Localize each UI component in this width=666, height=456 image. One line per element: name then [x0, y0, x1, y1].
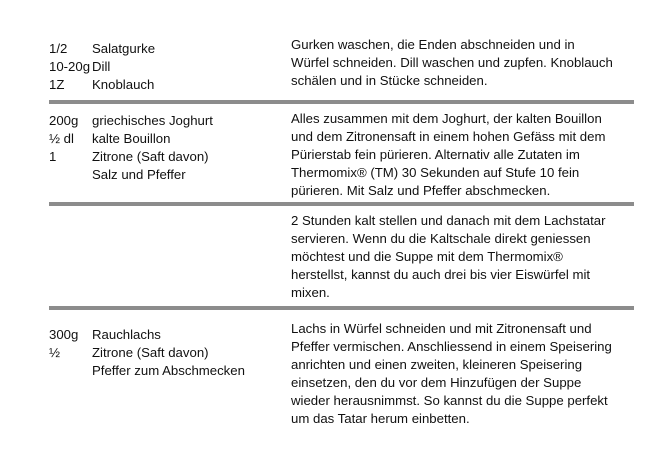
ingredient-name: Knoblauch [92, 77, 155, 92]
ingredient-quantity: 1 [49, 149, 57, 164]
ingredient-quantity: ½ dl [49, 131, 74, 146]
ingredient-row [49, 148, 213, 166]
ingredient-row [49, 344, 245, 362]
section-divider [49, 202, 634, 206]
ingredient-row [49, 362, 245, 380]
ingredient-row [49, 130, 213, 148]
instruction-line: um das Tatar herum einbetten. [291, 411, 470, 426]
instruction-text [291, 212, 631, 302]
instruction-line: Würfel schneiden. Dill waschen und zupfen. Knoblauch [291, 55, 613, 70]
instruction-line: Alles zusammen mit dem Joghurt, der kalten Bouillon [291, 111, 602, 126]
instruction-line: wieder herausnimmst. So kannst du die Suppe perfekt [291, 393, 608, 408]
ingredient-quantity: 1/2 [49, 41, 68, 56]
section-divider [49, 100, 634, 104]
instruction-line: Lachs in Würfel schneiden und mit Zitronensaft und [291, 321, 592, 336]
instruction-text [291, 36, 631, 90]
ingredient-name: Rauchlachs [92, 327, 161, 342]
ingredient-list [49, 112, 213, 184]
ingredient-name: Salatgurke [92, 41, 156, 56]
ingredient-name: kalte Bouillon [92, 131, 171, 146]
instruction-line: Gurken waschen, die Enden abschneiden und in [291, 37, 575, 52]
instruction-line: und dem Zitronensaft in einem hohen Gefäss mit dem [291, 129, 606, 144]
ingredient-name: griechisches Joghurt [92, 113, 213, 128]
ingredient-row [49, 166, 213, 184]
instruction-text [291, 110, 631, 200]
ingredient-row [49, 58, 155, 76]
instruction-line: mixen. [291, 285, 330, 300]
instruction-line: schälen und in Stücke schneiden. [291, 73, 488, 88]
ingredient-quantity: 1Z [49, 77, 65, 92]
ingredient-list [49, 40, 155, 94]
ingredient-row [49, 112, 213, 130]
instruction-line: einsetzen, den du vor dem Hinzufügen der Suppe [291, 375, 582, 390]
ingredient-row [49, 76, 155, 94]
ingredient-list [49, 326, 245, 380]
instruction-line: pürieren. Mit Salz und Pfeffer abschmecken. [291, 183, 551, 198]
ingredient-row [49, 40, 155, 58]
ingredient-name: Salz und Pfeffer [92, 167, 186, 182]
ingredient-name: Zitrone (Saft davon) [92, 149, 209, 164]
ingredient-quantity: 10-20g [49, 59, 91, 74]
instruction-line: anrichten und einen zweiten, kleineren Speisering [291, 357, 583, 372]
ingredient-row [49, 326, 245, 344]
ingredient-quantity: 300g [49, 327, 79, 342]
ingredient-name: Pfeffer zum Abschmecken [92, 363, 245, 378]
instruction-line: Thermomix® (TM) 30 Sekunden auf Stufe 10 fein [291, 165, 580, 180]
ingredient-name: Zitrone (Saft davon) [92, 345, 209, 360]
instruction-line: herstellst, kannst du auch drei bis vier Eiswürfel mit [291, 267, 591, 282]
instruction-line: Pfeffer vermischen. Anschliessend in einem Speisering [291, 339, 612, 354]
instruction-line: servieren. Wenn du die Kaltschale direkt geniessen [291, 231, 591, 246]
instruction-line: 2 Stunden kalt stellen und danach mit dem Lachstatar [291, 213, 606, 228]
section-divider [49, 306, 634, 310]
ingredient-quantity [49, 362, 92, 380]
instruction-line: Pürierstab fein pürieren. Alternativ alle Zutaten im [291, 147, 580, 162]
ingredient-name: Dill [92, 59, 111, 74]
ingredient-quantity: 200g [49, 113, 79, 128]
ingredient-quantity [49, 166, 92, 184]
instruction-text [291, 320, 631, 428]
instruction-line: möchtest und die Suppe mit dem Thermomix® [291, 249, 563, 264]
ingredient-quantity: ½ [49, 345, 60, 360]
